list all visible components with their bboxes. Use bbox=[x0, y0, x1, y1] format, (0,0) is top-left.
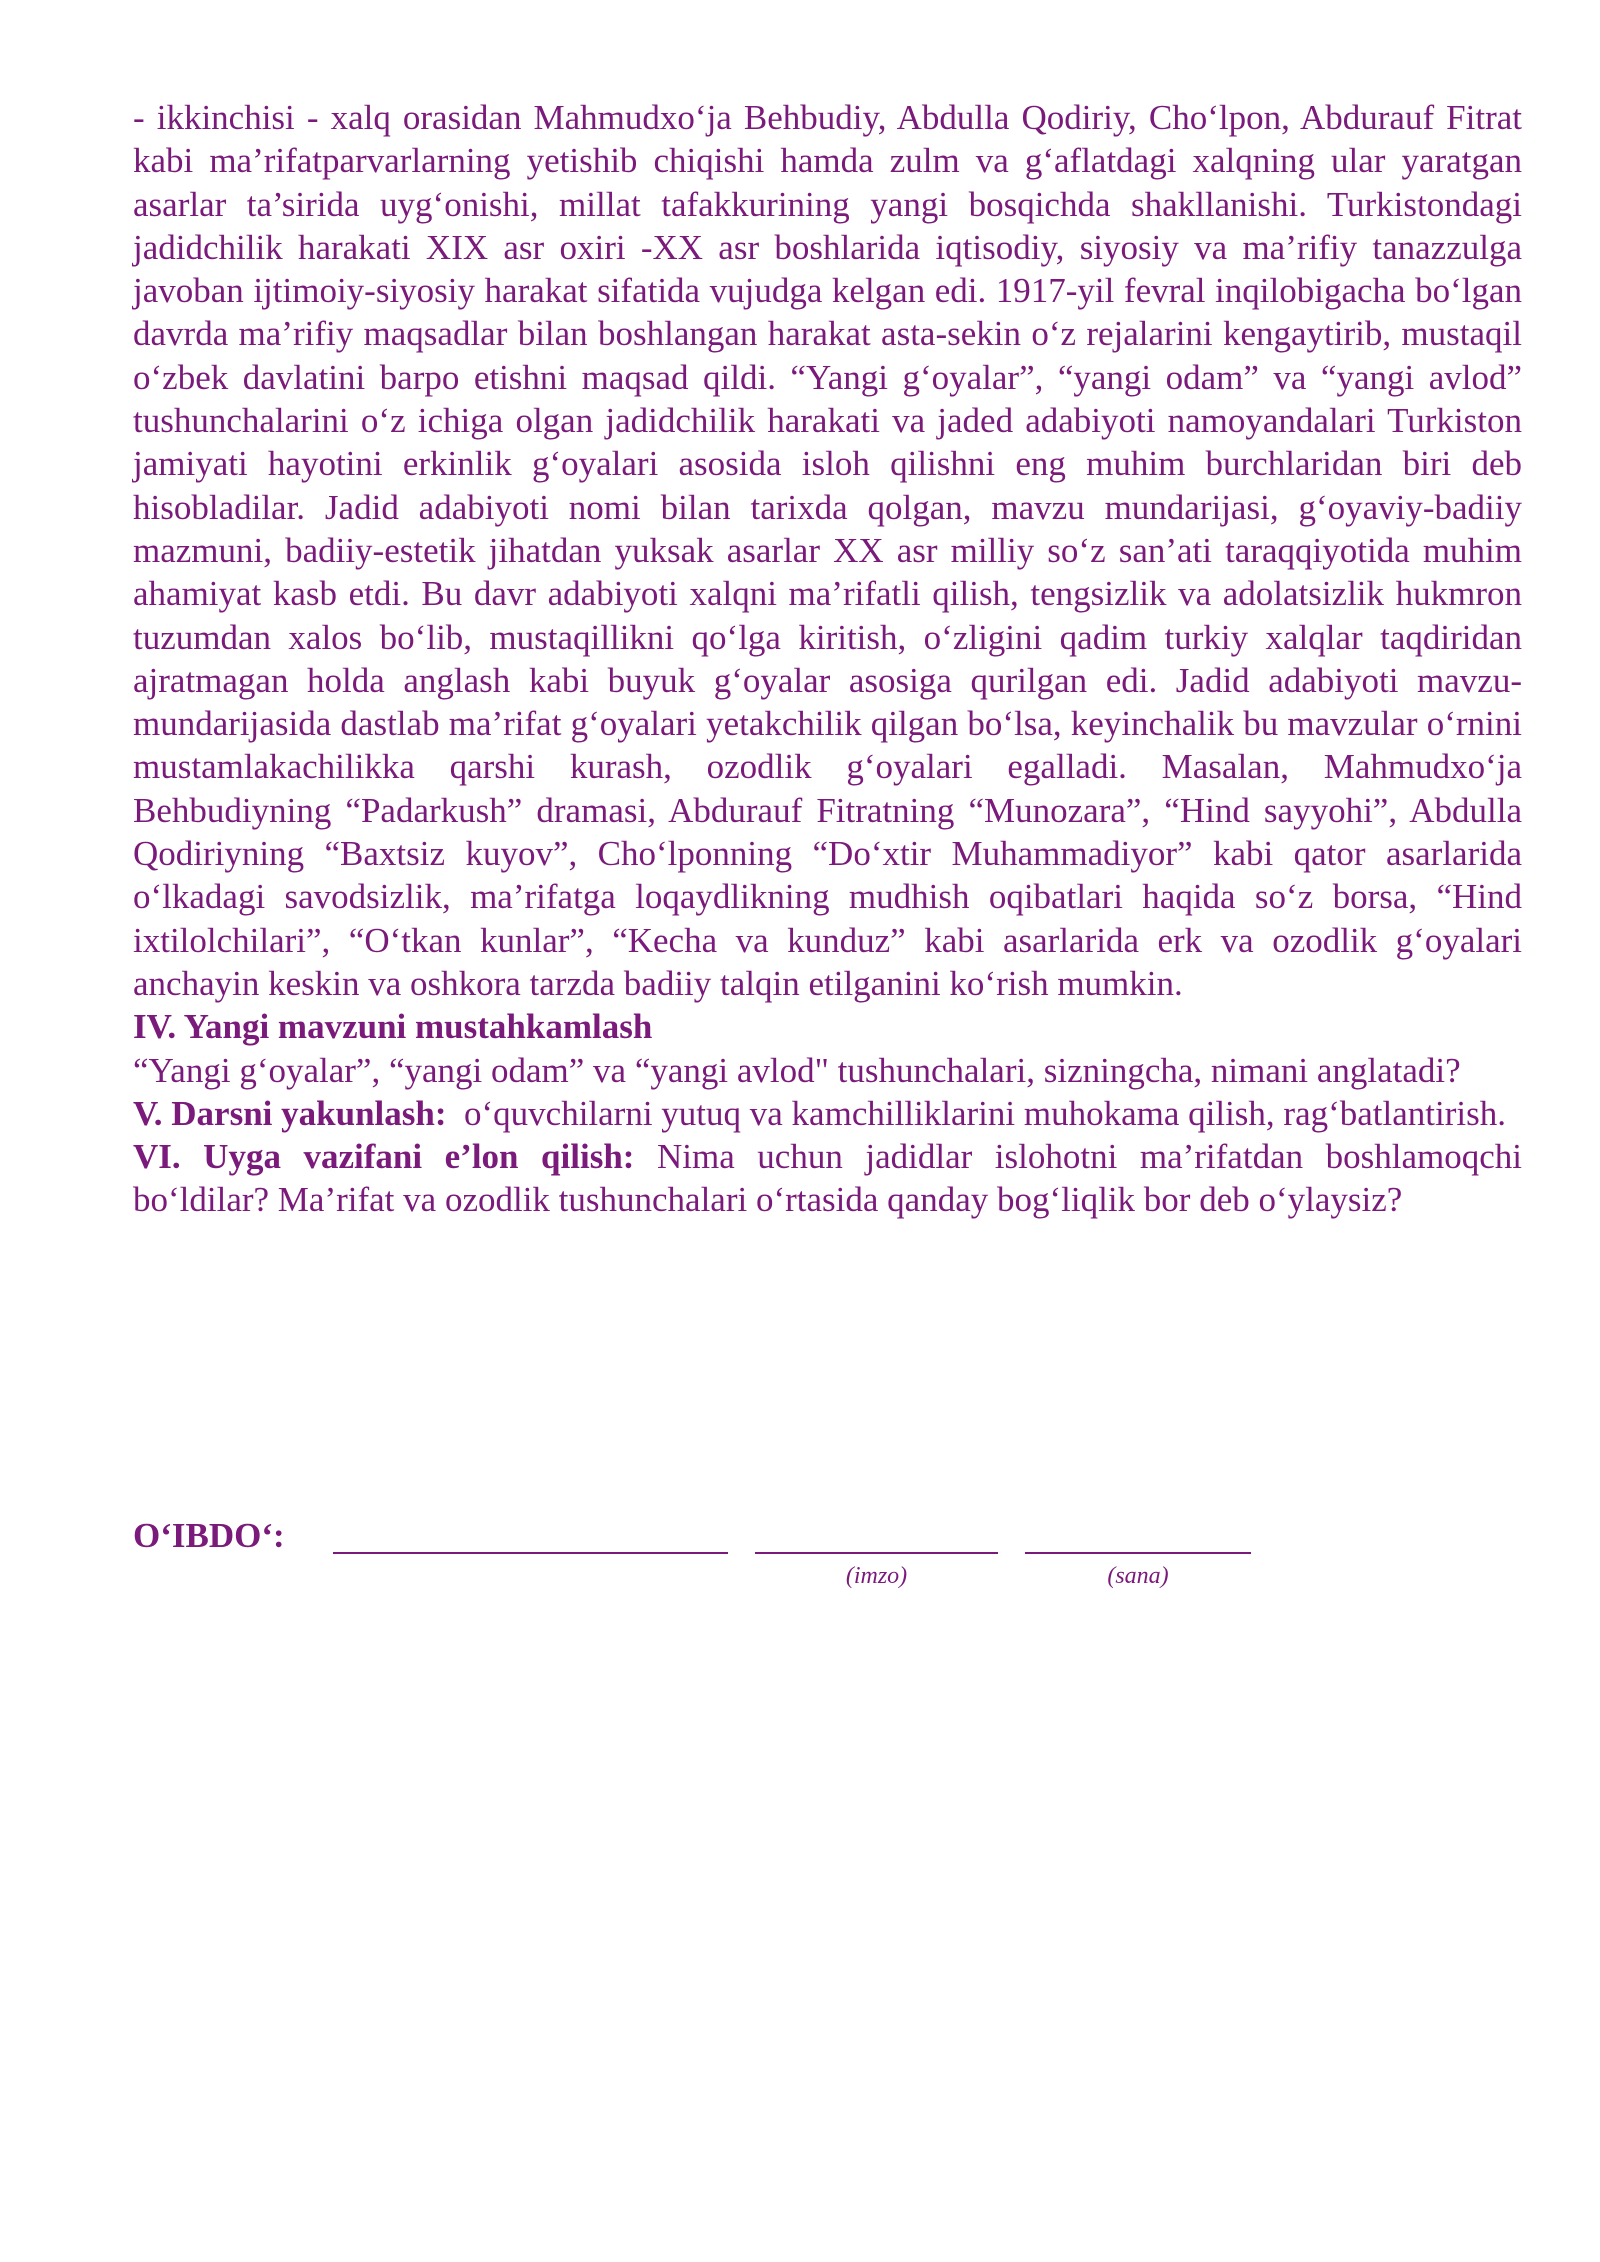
signature-line bbox=[755, 1552, 998, 1554]
section-5-label: V. Darsni yakunlash: bbox=[133, 1093, 447, 1133]
main-paragraph: - ikkinchisi - xalq orasidan Mahmudxo‘ja Behbudiy, Abdulla Qodiriy, Cho‘lpon, Abdurauf Fitrat kabi ma’rifatparvarlarning yetishib chiqishi hamda zulm va g‘aflatdagi xalqning ular yaratgan asarlar ta’sirida uyg‘onishi, millat tafakkurining yangi bosqichda shakllanishi. Turkistondagi jadidchilik harakati XIX asr oxiri -XX asr boshlarida iqtisodiy, siyosiy va ma’rifiy tanazzulga javoban ijtimoiy-siyosiy harakat sifatida vujudga kelgan edi. 1917-yil fevral inqilobigacha bo‘lgan davrda ma’rifiy maqsadlar bilan boshlangan harakat asta-sekin o‘z rejalarini kengaytirib, mustaqil o‘zbek davlatini barpo etishni maqsad qildi. “Yangi g‘oyalar”, “yangi odam” va “yangi avlod” tushunchalarini o‘z ichiga olgan jadidchilik harakati va jaded adabiyoti namoyandalari Turkiston jamiyati hayotini erkinlik g‘oyalari asosida isloh qilishni eng muhim burchlaridan biri deb hisobladilar. Jadid adabiyoti nomi bilan tarixda qolgan, mavzu mundarijasi, g‘oyaviy-badiiy mazmuni, badiiy-estetik jihatdan yuksak asarlar XX asr milliy so‘z san’ati taraqqiyotida muhim ahamiyat kasb etdi. Bu davr adabiyoti xalqni ma’rifatli qilish, tengsizlik va adolatsizlik hukmron tuzumdan xalos bo‘lib, mustaqillikni qo‘lga kiritish, o‘zligini qadim turkiy xalqlar taqdiridan ajratmagan holda anglash kabi buyuk g‘oyalar asosiga qurilgan edi. Jadid adabiyoti mavzu-mundarijasida dastlab ma’rifat g‘oyalari yetakchilik qilgan bo‘lsa, keyinchalik bu mavzular o‘rnini mustamlakachilikka qarshi kurash, ozodlik g‘oyalari egalladi. Masalan, Mahmudxo‘ja Behbudiyning “Padarkush” dramasi, Abdurauf Fitratning “Munozara”, “Hind sayyohi”, Abdulla Qodiriyning “Baxtsiz kuyov”, Cho‘lponning “Do‘xtir Muhammadiyor” kabi qator asarlarida o‘lkadagi savodsizlik, ma’rifatga loqaydlikning mudhish oqibatlari haqida so‘z borsa, “Hind ixtilolchilari”, “O‘tkan kunlar”, “Kecha va kunduz” kabi asarlarida erk va ozodlik g‘oyalari anchayin keskin va oshkora tarzda badiiy talqin etilganini ko‘rish mumkin. bbox=[133, 98, 1522, 1003]
date-caption: (sana) bbox=[1107, 1563, 1169, 1589]
section-5-text: o‘quvchilarni yutuq va kamchilliklarini muhokama qilish, rag‘batlantirish. bbox=[446, 1093, 1506, 1133]
date-line bbox=[1025, 1552, 1251, 1554]
section-6-label: VI. Uyga vazifani e’lon qilish: bbox=[133, 1137, 635, 1177]
signature-caption: (imzo) bbox=[845, 1563, 908, 1589]
signature-label: O‘IBDO‘: bbox=[133, 1516, 285, 1555]
section-6-text: Nima uchun jadidlar islohotni ma’rifatdan boshlamoqchi bo‘ldilar? Ma’rifat va ozodlik tushunchalari o‘rtasida qanday bog‘liqlik bor deb o‘ylaysiz? bbox=[133, 1137, 1522, 1220]
section-4-question: “Yangi g‘oyalar”, “yangi odam” va “yangi avlod" tushunchalari, sizningcha, nimani anglatadi? bbox=[133, 1050, 1461, 1090]
signature-block bbox=[133, 1514, 1433, 1594]
section-4-heading: IV. Yangi mavzuni mustahkamlash bbox=[133, 1007, 653, 1047]
name-line bbox=[333, 1552, 728, 1554]
document-body bbox=[133, 96, 1522, 1222]
section-6-paragraph bbox=[133, 1135, 1522, 1222]
section-5-paragraph bbox=[133, 1092, 1522, 1135]
